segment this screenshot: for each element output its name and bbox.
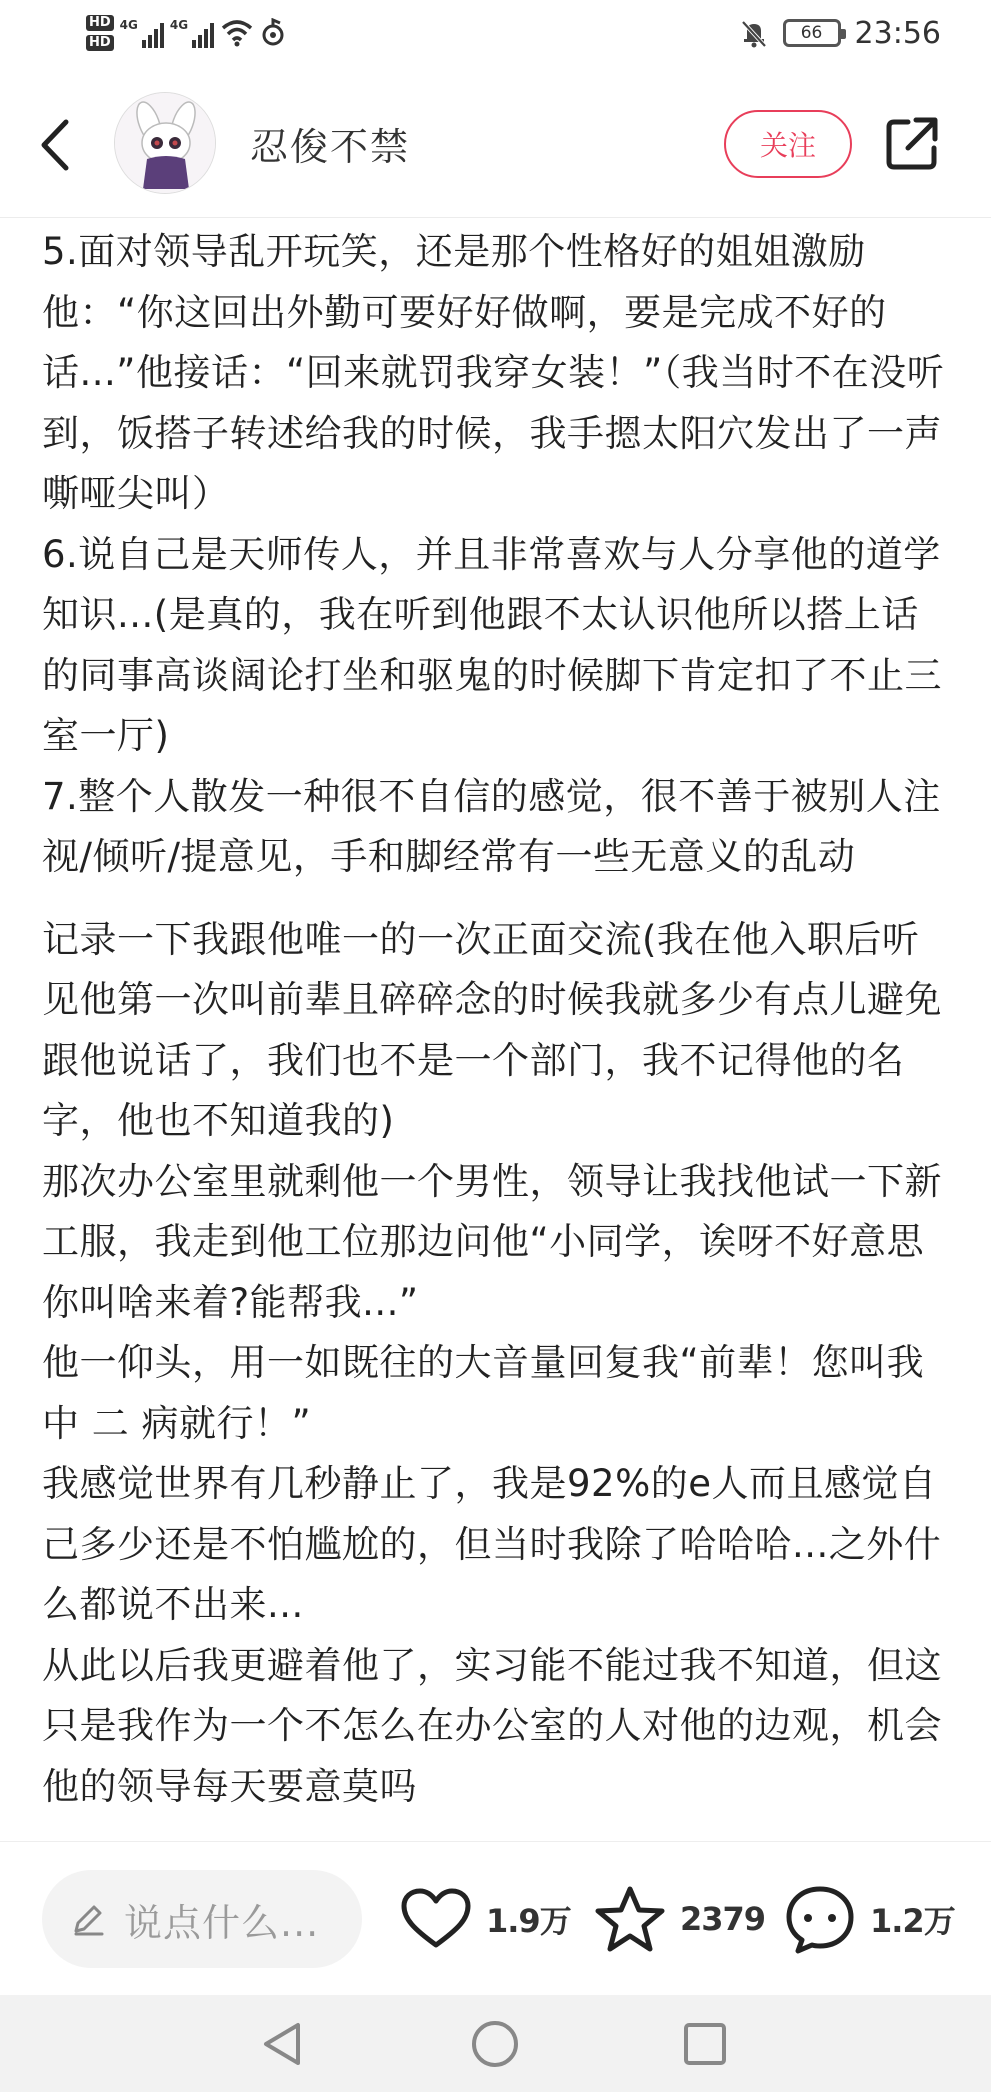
favorite-button[interactable] [594,1882,765,1956]
pencil-icon [70,1901,106,1937]
favorite-count: 2379 [680,1900,766,1938]
hd-badge-1: HD [86,15,114,31]
nav-home-button[interactable] [468,2017,522,2071]
post-paragraph: 7.整个人散发一种很不自信的感觉，很不善于被别人注视/倾听/提意见，手和脚经常有一些无意义的乱动 [42,774,941,878]
heart-icon [400,1887,472,1951]
comment-placeholder: 说点什么... [124,1900,320,1945]
battery-level: 66 [800,23,823,43]
post-paragraph: 6.说自己是天师传人，并且非常喜欢与人分享他的道学知识...(是真的，我在听到他跟不太认识他所以搭上话的同事高谈阔论打坐和驱鬼的时候脚下肯定扣了不止三室一厅) [42,532,942,757]
like-count: 1.9万 [486,1902,571,1940]
author-name[interactable]: 忍俊不禁 [250,125,411,169]
back-arrow-icon [34,110,78,180]
status-right [739,10,941,56]
wifi-icon [220,18,254,48]
signal-label-2: 4G [169,18,189,32]
back-button[interactable] [34,110,78,180]
post-paragraph: 那次办公室里就剩他一个男性，领导让我找他试一下新工服，我走到他工位那边问他“小同学，诶呀不好意思你叫啥来着?能帮我...” [42,1159,942,1324]
comment-bubble-icon [784,1883,856,1955]
post-paragraph: 我感觉世界有几秒静止了，我是92%的e人而且感觉自己多少还是不怕尴尬的，但当时我除了哈哈哈...之外什么都说不出来... [42,1462,942,1626]
battery-indicator [783,19,841,47]
post-paragraph: 5.面对领导乱开玩笑，还是那个性格好的姐姐激励他：“你这回出外勤可要好好做啊，要是完成不好的话...”他接话：“回来就罚我穿女装！”（我当时不在没听到，饭搭子转述给我的时候，我手摁太阳穴发出了一声嘶哑尖叫） [42,230,945,515]
nav-back-button[interactable] [256,2017,310,2071]
post-paragraph: 他一仰头，用一如既往的大音量回复我“前辈！您叫我中 二 病就行！” [42,1341,925,1445]
post-paragraph: 从此以后我更避着他了，实习能不能过我不知道，但这只是我作为一个不怎么在办公室的人对他的边观，机会他的领导每天要意莫吗 [42,1643,942,1808]
avatar[interactable] [114,92,216,194]
nav-recents-button[interactable] [678,2017,732,2071]
avatar-image [115,93,216,194]
mute-bell-icon [739,18,769,48]
signal-icon-2 [170,18,214,48]
share-icon [884,112,940,174]
comment-input[interactable] [42,1870,362,1968]
star-icon [594,1885,666,1953]
nav-home-icon [468,2017,522,2071]
share-button[interactable] [884,112,940,174]
like-button[interactable] [400,1882,571,1956]
hd-badge-2: HD [86,35,114,51]
post-body [42,222,952,1840]
comment-button[interactable] [784,1882,955,1956]
hotspot-icon [260,18,286,48]
action-bar [0,1841,991,1995]
status-bar [0,0,991,66]
hd-badges [86,15,114,51]
signal-icon-1 [120,18,164,48]
post-header [0,72,991,218]
system-nav-bar [0,1995,991,2092]
status-indicators [86,8,286,58]
paragraph-spacer [42,888,952,910]
nav-recents-icon [678,2017,732,2071]
comment-count: 1.2万 [870,1902,955,1940]
post-paragraph: 记录一下我跟他唯一的一次正面交流(我在他入职后听见他第一次叫前辈且碎碎念的时候我就多少有点儿避免跟他说话了，我们也不是一个部门，我不记得他的名字，他也不知道我的) [42,917,942,1142]
nav-back-icon [256,2017,310,2071]
follow-button[interactable]: 关注 [724,110,852,178]
clock: 23:56 [854,15,941,51]
signal-label-1: 4G [119,18,138,32]
